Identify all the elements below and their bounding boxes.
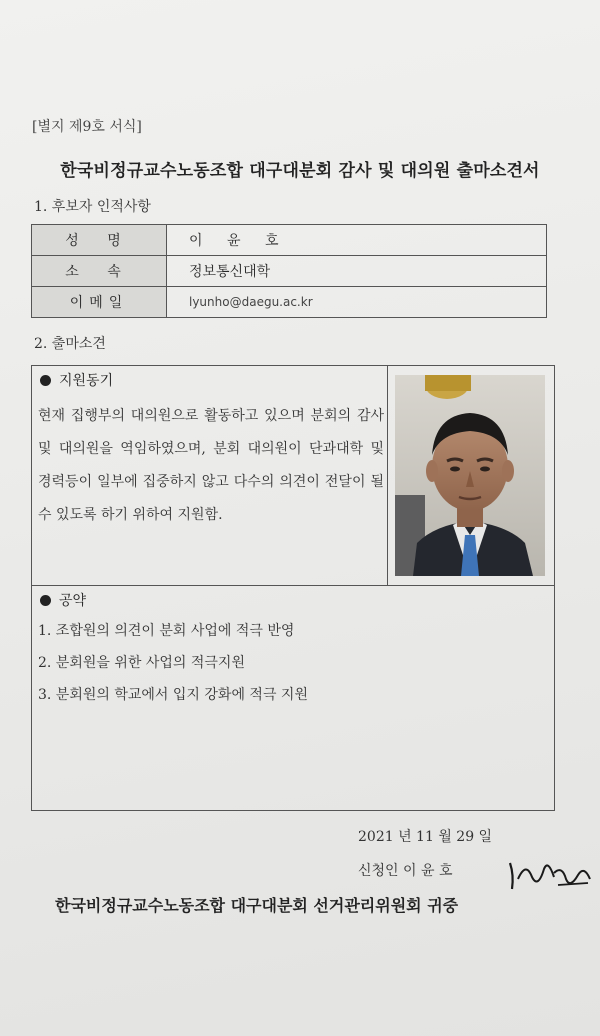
pledge-item: 2. 분회원을 위한 사업의 적극지원 [38,655,245,671]
motive-heading [40,370,113,390]
document-title: 한국비정규교수노동조합 대구대분회 감사 및 대의원 출마소견서 [60,161,540,181]
table-row [32,287,547,318]
applicant-line: 신청인 이 윤 호 [358,863,453,879]
candidate-photo [395,375,545,576]
date-line: 2021 년 11 월 29 일 [358,829,493,845]
form-number: [별지 제9호 서식] [32,119,142,135]
section-1-heading: 1. 후보자 인적사항 [34,199,151,215]
email-label: 이메일 [32,287,167,318]
bullet-icon [40,375,51,386]
affiliation-label: 소 속 [32,256,167,287]
table-row [32,256,547,287]
table-row [32,225,547,256]
bullet-icon [40,595,51,606]
photo-divider [387,365,388,586]
candidate-info-table [31,224,547,318]
pledge-heading [40,590,86,610]
motive-text: 현재 집행부의 대의원으로 활동하고 있으며 분회의 감사 및 대의원을 역임하였으며, 분회 대의원이 단과대학 및 경력등이 일부에 집중하지 않고 다수의 의견이 전달이 될 수 있도록 하기 위하여 지원함. [38,408,384,523]
pledge-item: 3. 분회원의 학교에서 입지 강화에 적극 지원 [38,687,308,703]
section-2-heading: 2. 출마소견 [34,336,106,352]
footer-recipient: 한국비정규교수노동조합 대구대분회 선거관리위원회 귀중 [55,896,459,915]
name-label: 성 명 [32,225,167,256]
motive-heading-label: 지원동기 [59,373,114,389]
affiliation-value: 정보통신대학 [167,256,547,287]
pledge-item: 1. 조합원의 의견이 분회 사업에 적극 반영 [38,623,295,639]
signature [504,855,594,895]
pledge-heading-label: 공약 [59,593,87,609]
statement-divider [31,585,555,586]
name-value: 이 윤 호 [167,225,547,256]
email-value: lyunho@daegu.ac.kr [167,287,547,318]
